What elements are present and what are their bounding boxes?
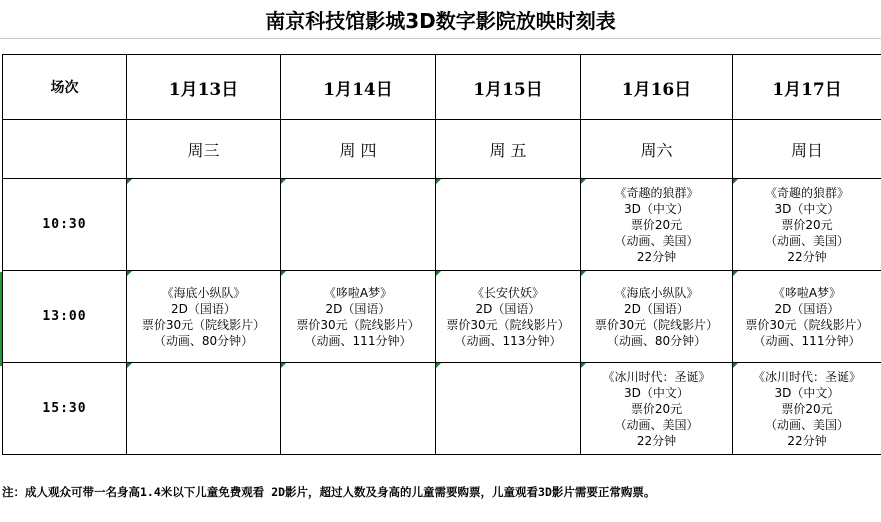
cell-comment-marker-icon (733, 363, 738, 368)
movie-title: 《哆啦A梦》 (772, 285, 842, 300)
movie-detail-line: （动画、111分钟） (753, 333, 861, 348)
movie-detail-line: 票价30元（院线影片） (446, 317, 570, 332)
empty-schedule-cell[interactable] (436, 363, 581, 455)
movie-detail-line: （动画、80分钟） (153, 333, 254, 348)
movie-detail-line: 票价30元（院线影片） (594, 317, 719, 332)
movie-title: 《奇趣的狼群》 (614, 185, 699, 200)
cell-comment-marker-icon (581, 179, 586, 184)
movie-detail-line: （动画、美国） (614, 417, 699, 432)
movie-detail-line: （动画、80分钟） (606, 333, 707, 348)
slot-row (3, 363, 881, 455)
empty-schedule-cell[interactable] (127, 179, 281, 271)
selection-edge-marker (0, 272, 2, 366)
movie-cell[interactable] (281, 271, 436, 363)
cell-comment-marker-icon (127, 271, 132, 276)
slot-row (3, 271, 881, 363)
movie-detail-line: 票价30元（院线影片） (296, 317, 420, 332)
movie-title: 《长安伏妖》 (471, 285, 544, 300)
movie-cell[interactable] (733, 363, 881, 455)
weekday-cell: 周三 (127, 120, 281, 179)
cell-comment-marker-icon (581, 363, 586, 368)
movie-detail-line: （动画、美国） (764, 417, 849, 432)
movie-info (581, 369, 732, 449)
empty-corner-cell (3, 120, 127, 179)
movie-cell[interactable] (581, 179, 733, 271)
movie-title: 《海底小纵队》 (161, 285, 246, 300)
movie-info (733, 285, 881, 349)
schedule-table (2, 54, 881, 455)
movie-detail-line: （动画、111分钟） (304, 333, 412, 348)
movie-detail-line: 22分钟 (636, 249, 677, 264)
showtime-cell: 15:30 (3, 363, 127, 455)
cell-comment-marker-icon (281, 363, 286, 368)
movie-info (581, 285, 732, 349)
movie-info (281, 285, 435, 349)
cell-comment-marker-icon (127, 179, 132, 184)
movie-detail-line: 3D（中文） (624, 385, 689, 400)
movie-info (436, 285, 580, 349)
empty-schedule-cell[interactable] (436, 179, 581, 271)
empty-schedule-cell[interactable] (281, 363, 436, 455)
movie-info (733, 185, 881, 265)
cell-comment-marker-icon (436, 179, 441, 184)
cell-comment-marker-icon (281, 179, 286, 184)
date-cell: 1月15日 (436, 55, 581, 120)
movie-detail-line: 3D（中文） (624, 201, 689, 216)
movie-detail-line: 票价20元 (781, 217, 833, 232)
movie-detail-line: 22分钟 (787, 249, 827, 264)
movie-cell[interactable] (581, 363, 733, 455)
movie-detail-line: （动画、美国） (764, 233, 849, 248)
movie-detail-line: 3D（中文） (774, 201, 840, 216)
empty-schedule-cell[interactable] (127, 363, 281, 455)
movie-cell[interactable] (733, 179, 881, 271)
movie-title: 《哆啦A梦》 (323, 285, 393, 300)
cell-comment-marker-icon (436, 363, 441, 368)
movie-detail-line: 2D（国语） (325, 301, 391, 316)
movie-detail-line: 票价20元 (630, 217, 683, 232)
cell-comment-marker-icon (127, 363, 132, 368)
cell-comment-marker-icon (281, 271, 286, 276)
cell-comment-marker-icon (436, 271, 441, 276)
date-header-row (3, 55, 881, 120)
movie-detail-line: 票价20元 (781, 401, 833, 416)
weekday-cell: 周六 (581, 120, 733, 179)
slot-row (3, 179, 881, 271)
movie-title: 《冰川时代：圣诞》 (752, 369, 861, 384)
movie-detail-line: 2D（国语） (171, 301, 236, 316)
date-cell: 1月16日 (581, 55, 733, 120)
movie-detail-line: （动画、113分钟） (454, 333, 562, 348)
movie-detail-line: 22分钟 (787, 433, 827, 448)
showtime-cell: 13:00 (3, 271, 127, 363)
footnote: 注：成人观众可带一名身高1.4米以下儿童免费观看 2D影片，超过人数及身高的儿童需要购票，儿童观看3D影片需要正常购票。 (2, 485, 656, 499)
movie-info (581, 185, 732, 265)
movie-info (127, 285, 280, 349)
movie-title: 《冰川时代：圣诞》 (602, 369, 711, 384)
movie-detail-line: 2D（国语） (475, 301, 541, 316)
movie-cell[interactable] (436, 271, 581, 363)
movie-info (733, 369, 881, 449)
movie-cell[interactable] (581, 271, 733, 363)
weekday-row (3, 120, 881, 179)
movie-title: 《奇趣的狼群》 (764, 185, 849, 200)
date-cell: 1月17日 (733, 55, 881, 120)
date-cell: 1月13日 (127, 55, 281, 120)
movie-title: 《海底小纵队》 (614, 285, 699, 300)
empty-schedule-cell[interactable] (281, 179, 436, 271)
movie-detail-line: 2D（国语） (624, 301, 689, 316)
slot-header-cell: 场次 (3, 55, 127, 120)
cell-comment-marker-icon (733, 271, 738, 276)
showtime-cell: 10:30 (3, 179, 127, 271)
sheet-gridline (0, 38, 881, 39)
movie-detail-line: 3D（中文） (774, 385, 840, 400)
movie-detail-line: 22分钟 (636, 433, 677, 448)
weekday-cell: 周 四 (281, 120, 436, 179)
movie-detail-line: 票价30元（院线影片） (141, 317, 266, 332)
movie-cell[interactable] (127, 271, 281, 363)
movie-detail-line: 票价20元 (630, 401, 683, 416)
movie-cell[interactable] (733, 271, 881, 363)
page-title: 南京科技馆影城3D数字影院放映时刻表 (265, 8, 616, 33)
movie-detail-line: （动画、美国） (614, 233, 699, 248)
cell-comment-marker-icon (581, 271, 586, 276)
cell-comment-marker-icon (733, 179, 738, 184)
weekday-cell: 周 五 (436, 120, 581, 179)
movie-detail-line: 票价30元（院线影片） (745, 317, 869, 332)
weekday-cell: 周日 (733, 120, 881, 179)
date-cell: 1月14日 (281, 55, 436, 120)
movie-detail-line: 2D（国语） (774, 301, 840, 316)
